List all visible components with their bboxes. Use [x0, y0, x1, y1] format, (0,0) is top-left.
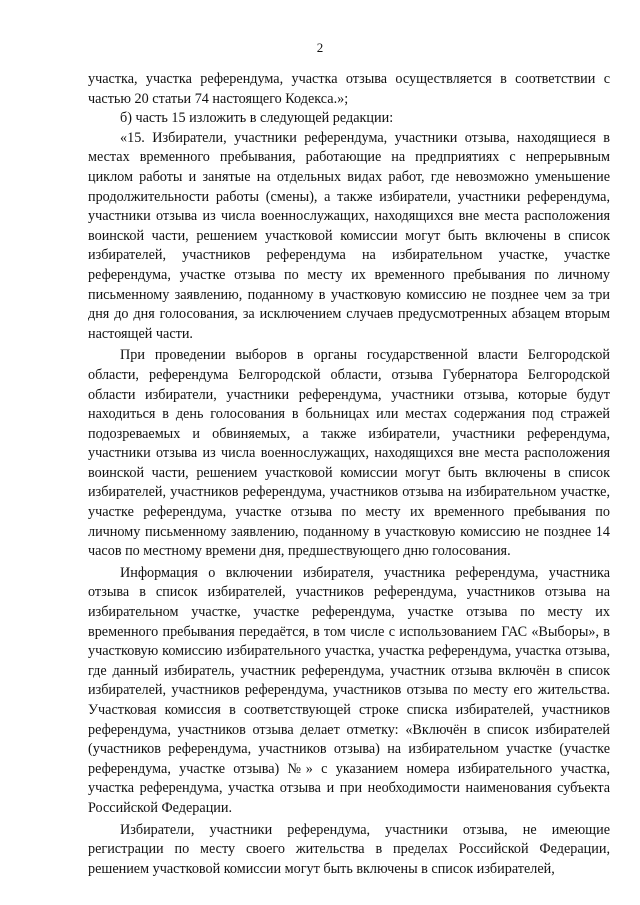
paragraph-item-b: б) часть 15 изложить в следующей редакции: — [120, 110, 394, 127]
page-number: 2 — [316, 40, 324, 55]
paragraph-continuation: участка, участка референдума, участка отзыва осуществляется в соответствии с частью 20 статьи 74 настоящего Кодекса.»; — [88, 71, 610, 107]
paragraph-inclusion-info: Информация о включении избирателя, участника референдума, участника отзыва в список избирателей, участников референдума, участников отзыва на избирательном участке, участке референдума, участке отзыва по месту их временного пребывания передаётся, в том числе с использованием ГАС «Выборы», в участковую комиссию избирательного участка, участка референдума, участка отзыва, где данный избиратель, участник референдума, участник отзыва включён в список избирателей, участников референдума, участников отзыва по месту его жительства. Участковая комиссия в соответствующей строке списка избирателей, участников референдума, участников отзыва делает отметку: «Включён в список избирателей (участников референдума, участников отзыва) на избирательном участке (участке референдума, участке отзыва) №» с указанием номера избирательного участка, участка референдума, участка отзыва и при необходимости наименования субъекта Российской Федерации. — [88, 564, 610, 816]
paragraph-no-registration: Избиратели, участники референдума, участники отзыва, не имеющие регистрации по месту своего жительства в пределах Российской Федерации, решением участковой комиссии могут быть включены в список избирателей, — [88, 821, 610, 877]
document-body — [88, 70, 610, 879]
paragraph-belgorod-elections: При проведении выборов в органы государственной власти Белгородской области, референдума Белгородской области, отзыва Губернатора Белгородской области избиратели, участники референдума, участники отзыва, которые будут находиться в день голосования в больницах или местах содержания под стражей подозреваемых и обвиняемых, а также избиратели, участники референдума, участники отзыва из числа военнослужащих, находящихся вне места расположения воинской части, решением участковой комиссии могут быть включены в список избирателей, участников референдума, участников отзыва на избирательном участке, участке референдума, участке отзыва по месту их временного пребывания по личному письменному заявлению, поданному в участковую комиссию не позднее 14 часов по местному времени дня, предшествующего дню голосования. — [88, 347, 610, 560]
paragraph-part-15: «15. Избиратели, участники референдума, участники отзыва, находящиеся в местах временного пребывания, работающие на предприятиях с непрерывным циклом работы и занятые на отдельных видах работ, где невозможно уменьшение продолжительности работы (смены), а также избиратели, участники референдума, участники отзыва из числа военнослужащих, находящихся вне места расположения воинской части, решением участковой комиссии могут быть включены в список избирателей, участников референдума на избирательном участке, участке референдума, участке отзыва по месту их временного пребывания по личному письменному заявлению, поданному в участковую комиссию не позднее чем за три дня до дня голосования, за исключением случаев предусмотренных абзацем вторым настоящей части. — [88, 129, 610, 342]
